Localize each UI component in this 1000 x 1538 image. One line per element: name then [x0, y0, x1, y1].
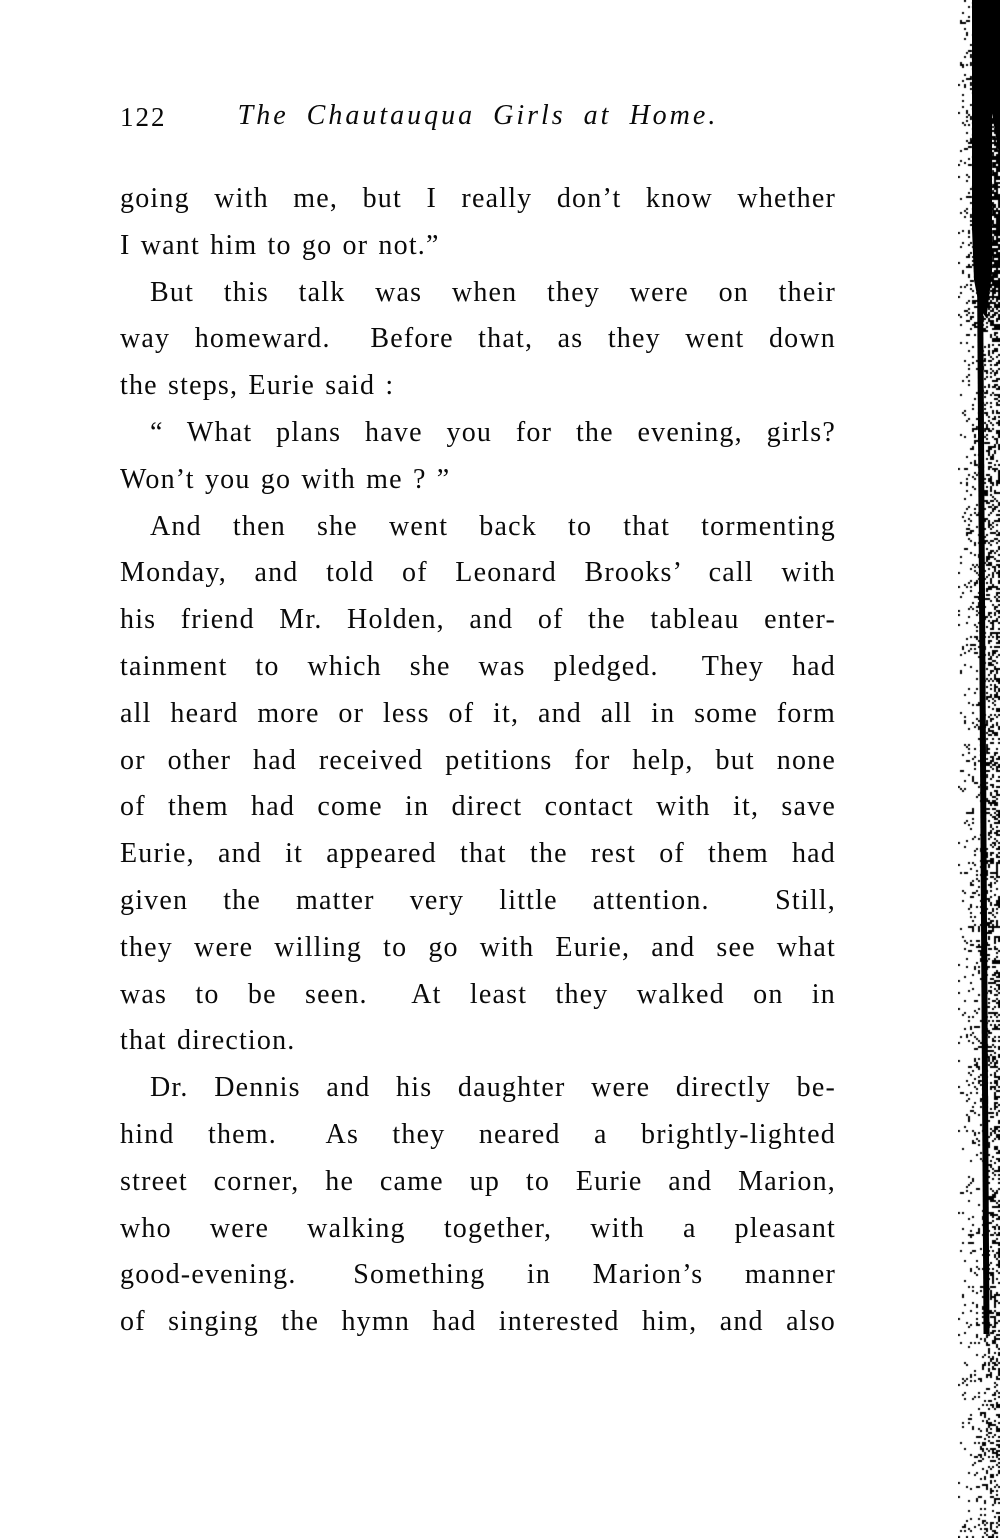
text-line: Dr. Dennis and his daughter were directly be-	[150, 1072, 836, 1104]
text-line: that direction.	[120, 1025, 296, 1057]
page-header	[120, 100, 836, 140]
body-text	[120, 176, 836, 1346]
text-line: Won’t you go with me ? ”	[120, 463, 451, 495]
text-line: his friend Mr. Holden, and of the tableau enter-	[120, 604, 836, 636]
text-line: tainment to which she was pledged. They had	[120, 650, 836, 682]
text-line: way homeward. Before that, as they went down	[120, 323, 836, 355]
text-line: going with me, but I really don’t know whether	[120, 183, 836, 214]
text-line: Eurie, and it appeared that the rest of them had	[120, 838, 836, 870]
text-line: But this talk was when they were on their	[150, 276, 836, 308]
text-line: I want him to go or not.”	[120, 229, 440, 261]
text-line: they were willing to go with Eurie, and see what	[120, 931, 836, 963]
text-line: or other had received petitions for help, but none	[120, 744, 836, 776]
text-line: who were walking together, with a pleasant	[120, 1212, 836, 1244]
text-line: of them had come in direct contact with it, save	[120, 791, 836, 823]
text-line: all heard more or less of it, and all in some form	[120, 697, 836, 729]
text-line: street corner, he came up to Eurie and Marion,	[120, 1165, 836, 1197]
text-line: “ What plans have you for the evening, girls?	[150, 416, 836, 448]
text-line: the steps, Eurie said :	[120, 370, 395, 402]
text-line: hind them. As they neared a brightly-lighted	[120, 1118, 836, 1150]
paragraph	[120, 410, 836, 504]
text-line: of singing the hymn had interested him, and also	[120, 1306, 836, 1338]
paragraph	[120, 270, 836, 410]
text-line: Monday, and told of Leonard Brooks’ call with	[120, 557, 836, 589]
text-line: good-evening. Something in Marion’s manner	[120, 1259, 836, 1291]
text-line: given the matter very little attention. Still,	[120, 884, 836, 916]
text-line: And then she went back to that tormenting	[150, 510, 836, 542]
paragraph	[120, 504, 836, 1066]
running-title: The Chautauqua Girls at Home.	[237, 100, 719, 131]
paragraph	[120, 1065, 836, 1346]
paragraph	[120, 176, 836, 270]
page-number: 122	[120, 102, 167, 132]
text-line: was to be seen. At least they walked on in	[120, 978, 836, 1010]
